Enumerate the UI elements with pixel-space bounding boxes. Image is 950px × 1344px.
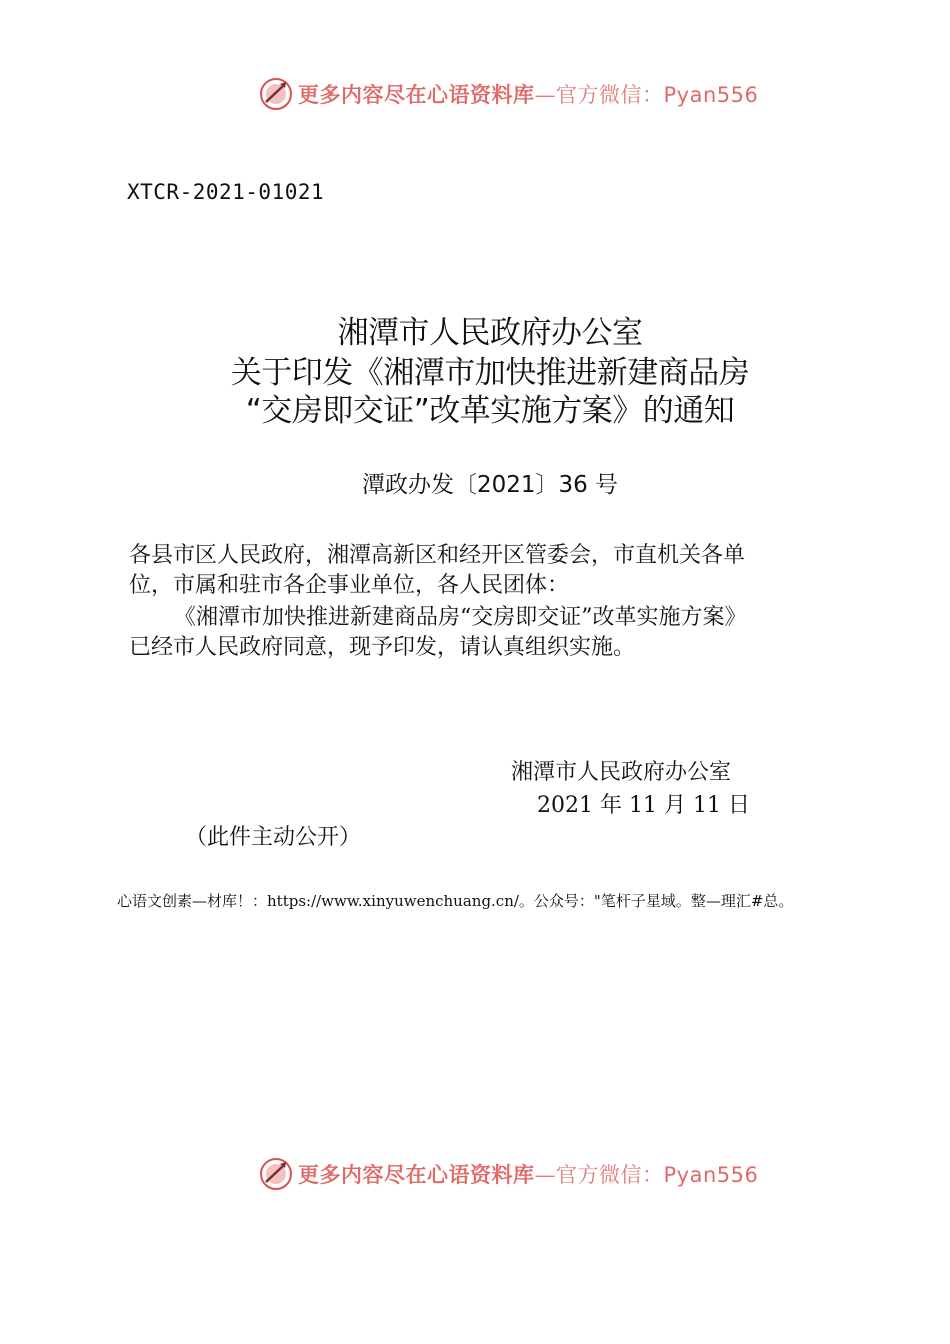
title-line-2: 关于印发《湘潭市加快推进新建商品房 (230, 355, 750, 391)
watermark-text: 更多内容尽在心语资料库—官方微信：Pyan556 (298, 1162, 759, 1187)
watermark-top (258, 74, 778, 114)
footer-note: 心语文创素—材库！：https://www.xinyuwenchuang.cn/。公众号："笔杆子星域。整—理汇#总。 (117, 892, 794, 910)
body-line-1: 《湘潭市加快推进新建商品房“交房即交证”改革实施方案》 (174, 605, 747, 630)
addressee-line-1: 各县市区人民政府，湘潭高新区和经开区管委会，市直机关各单 (129, 543, 746, 568)
title-line-3: “交房即交证”改革实施方案》的通知 (245, 393, 735, 429)
title-line-1: 湘潭市人民政府办公室 (337, 315, 643, 351)
watermark-logo-icon (258, 1156, 294, 1192)
signature-date: 2021 年 11 月 11 日 (537, 793, 750, 818)
document-code: XTCR-2021-01021 (127, 180, 325, 204)
watermark-text: 更多内容尽在心语资料库—官方微信：Pyan556 (298, 82, 759, 107)
addressee-line-2: 位，市属和驻市各企事业单位，各人民团体： (129, 573, 570, 598)
watermark-bottom (258, 1154, 778, 1194)
watermark-logo-icon (258, 76, 294, 112)
disclosure-note: （此件主动公开） (185, 825, 362, 850)
signature-org: 湘潭市人民政府办公室 (511, 760, 732, 785)
body-line-2: 已经市人民政府同意，现予印发，请认真组织实施。 (129, 635, 636, 660)
document-number: 潭政办发〔2021〕36 号 (361, 472, 619, 498)
